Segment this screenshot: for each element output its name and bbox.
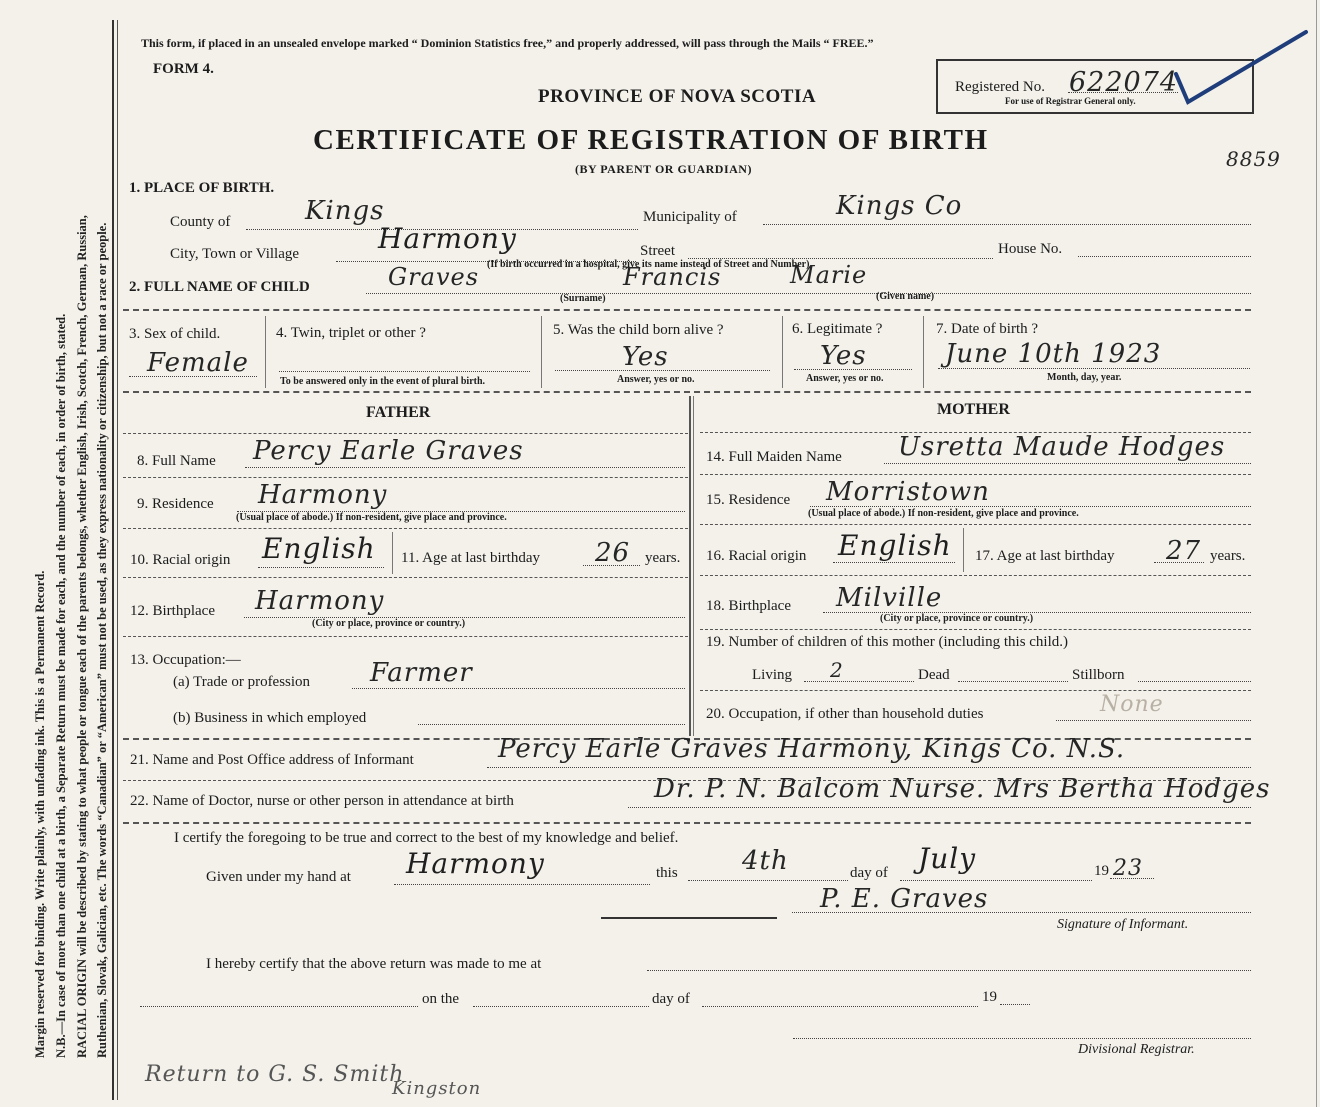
county-label: County of — [170, 214, 231, 230]
city-value: Harmony — [378, 222, 517, 255]
certificate-subtitle: (BY PARENT OR GUARDIAN) — [575, 162, 752, 176]
father-racial-label: 10. Racial origin — [130, 552, 231, 568]
mother-occupation-label: 20. Occupation, if other than household duties — [706, 706, 984, 722]
certificate-title: CERTIFICATE OF REGISTRATION OF BIRTH — [313, 124, 989, 156]
legitimate-caption: Answer, yes or no. — [806, 373, 884, 384]
corner-mark: 8859 — [1226, 147, 1281, 171]
mother-name-value: Usretta Maude Hodges — [898, 432, 1226, 462]
mother-birthplace-label: 18. Birthplace — [706, 598, 791, 614]
registrar-caption: Divisional Registrar. — [1078, 1042, 1195, 1057]
dob-label: 7. Date of birth ? — [936, 321, 1039, 337]
father-residence-label: 9. Residence — [137, 496, 214, 512]
mother-occupation-value: None — [1100, 692, 1164, 717]
margin-note-racial-origin-cont: Ruthenian, Slovak, Galician, etc. The words “Canadian” or “American” must not be used, as they express nationality or citizenship, but not a race or people. — [95, 222, 109, 1058]
mother-birthplace-value: Milville — [836, 583, 943, 613]
father-years-label: years. — [645, 550, 681, 566]
mother-dead-label: Dead — [918, 667, 950, 683]
this-label: this — [656, 865, 678, 881]
mother-residence-value: Morristown — [826, 477, 990, 507]
sex-label: 3. Sex of child. — [129, 326, 221, 342]
father-age-value: 26 — [595, 538, 631, 568]
street-label: Street — [640, 243, 675, 259]
father-racial-value: English — [262, 532, 376, 565]
father-trade-label: (a) Trade or profession — [173, 674, 311, 690]
mother-living-value: 2 — [830, 658, 844, 682]
father-trade-value: Farmer — [370, 658, 473, 688]
house-number-label: House No. — [998, 241, 1063, 257]
informant-label: 21. Name and Post Office address of Informant — [130, 752, 414, 768]
sex-value: Female — [147, 348, 249, 378]
mother-racial-value: English — [838, 529, 952, 562]
mother-heading: MOTHER — [937, 401, 1010, 418]
father-business-label: (b) Business in which employed — [173, 710, 367, 726]
mother-name-label: 14. Full Maiden Name — [706, 449, 842, 465]
twin-label: 4. Twin, triplet or other ? — [276, 325, 426, 341]
mother-age-label: 17. Age at last birthday — [975, 548, 1115, 564]
alive-caption: Answer, yes or no. — [617, 374, 695, 385]
father-abode-note: (Usual place of abode.) If non-resident, give place and province. — [236, 512, 507, 523]
father-occupation-label: 13. Occupation:— — [130, 652, 241, 668]
day-of-label: day of — [850, 865, 888, 881]
mother-racial-label: 16. Racial origin — [706, 548, 807, 564]
binding-margin-line-inner — [117, 20, 118, 1100]
child-given-name-1: Francis — [623, 263, 722, 291]
father-residence-value: Harmony — [258, 480, 388, 510]
registered-number: 622074 — [1069, 67, 1179, 98]
father-birthplace-value: Harmony — [255, 586, 385, 616]
attendant-value: Dr. P. N. Balcom Nurse. Mrs Bertha Hodges — [654, 774, 1271, 804]
child-given-name-2: Marie — [790, 261, 868, 289]
legitimate-label: 6. Legitimate ? — [792, 321, 883, 337]
return-footnote-place: Kingston — [392, 1078, 482, 1099]
attendant-label: 22. Name of Doctor, nurse or other person in attendance at birth — [130, 793, 514, 809]
mail-notice: This form, if placed in an unsealed envelope marked “ Dominion Statistics free,” and properly addressed, will pass through the Mails “ FREE.” — [141, 36, 874, 50]
mother-stillborn-label: Stillborn — [1072, 667, 1125, 683]
child-name-label: 2. FULL NAME OF CHILD — [129, 279, 310, 295]
registrar-statement: I hereby certify that the above return was made to me at — [206, 956, 542, 972]
signature-line-left — [601, 917, 777, 919]
check-mark-icon — [1170, 28, 1310, 108]
municipality-label: Municipality of — [643, 209, 737, 225]
given-name-caption: (Given name) — [876, 291, 935, 302]
father-name-label: 8. Full Name — [137, 453, 216, 469]
registrar-note: For use of Registrar General only. — [1005, 96, 1136, 106]
certify-statement: I certify the foregoing to be true and correct to the best of my knowledge and belief. — [174, 830, 679, 846]
province-heading: PROVINCE OF NOVA SCOTIA — [538, 86, 817, 107]
margin-note-plural-births: N.B.—In case of more than one child at a birth, a Separate Return must be made for each, and the number of each, in order of birth, stated. — [54, 313, 68, 1058]
city-label: City, Town or Village — [170, 246, 300, 262]
twin-note: To be answered only in the event of plural birth. — [280, 376, 486, 387]
margin-note-racial-origin: RACIAL ORIGIN will be described by stating to what people or tongue each of the parents belongs, whether English, Irish, Scotch, French, German, Russian, — [75, 215, 89, 1058]
given-under-label: Given under my hand at — [206, 869, 351, 885]
mother-age-value: 27 — [1166, 536, 1202, 566]
mother-residence-label: 15. Residence — [706, 492, 791, 508]
dob-value: June 10th 1923 — [945, 339, 1162, 369]
page-edge-right — [1316, 0, 1317, 1107]
municipality-value: Kings Co — [836, 191, 963, 221]
mother-children-label: 19. Number of children of this mother (including this child.) — [706, 634, 1069, 650]
child-surname: Graves — [388, 263, 480, 291]
year-prefix: 19 — [1094, 863, 1109, 879]
registrar-on-the: on the — [422, 991, 460, 1007]
legitimate-value: Yes — [820, 341, 867, 371]
mother-abode-note: (Usual place of abode.) If non-resident, give place and province. — [808, 508, 1079, 519]
margin-note-binding: Margin reserved for binding. Write plainly, with unfading ink. This is a Permanent Record. — [33, 570, 47, 1058]
father-age-label: 11. Age at last birthday — [401, 550, 540, 566]
given-place-value: Harmony — [406, 847, 545, 880]
registered-label: Registered No. — [955, 79, 1045, 95]
form-number: FORM 4. — [153, 61, 214, 77]
informant-value: Percy Earle Graves Harmony, Kings Co. N.S. — [498, 734, 1126, 764]
dob-caption: Month, day, year. — [1047, 372, 1122, 383]
place-of-birth-heading: 1. PLACE OF BIRTH. — [129, 180, 275, 196]
year-suffix-value: 23 — [1113, 856, 1143, 881]
mother-years-label: years. — [1210, 548, 1246, 564]
father-birthplace-note: (City or place, province or country.) — [312, 618, 466, 629]
mother-birthplace-note: (City or place, province or country.) — [880, 613, 1034, 624]
father-birthplace-label: 12. Birthplace — [130, 603, 215, 619]
month-value: July — [918, 842, 977, 875]
alive-label: 5. Was the child born alive ? — [553, 322, 724, 338]
surname-caption: (Surname) — [560, 293, 606, 304]
father-name-value: Percy Earle Graves — [253, 436, 524, 466]
county-value: Kings — [305, 196, 385, 226]
mother-living-label: Living — [752, 667, 792, 683]
informant-signature: P. E. Graves — [820, 884, 989, 914]
return-footnote: Return to G. S. Smith — [145, 1062, 405, 1087]
hospital-note: (If birth occurred in a hospital, give its name instead of Street and Number) — [487, 259, 810, 270]
father-heading: FATHER — [366, 404, 431, 421]
day-value: 4th — [742, 846, 789, 876]
alive-value: Yes — [622, 342, 669, 372]
signature-caption: Signature of Informant. — [1057, 917, 1189, 932]
registrar-day-of: day of — [652, 991, 690, 1007]
registrar-year-prefix: 19 — [982, 989, 997, 1005]
binding-margin-line — [112, 20, 114, 1100]
